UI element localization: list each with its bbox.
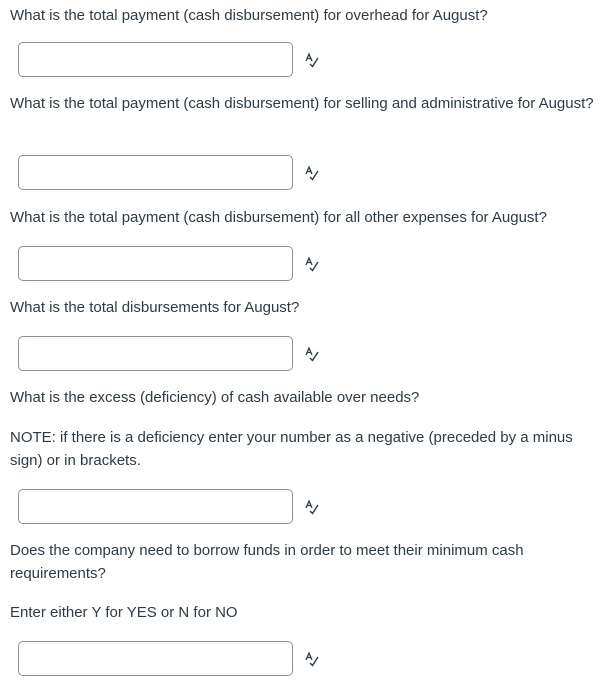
answer-row-1: [18, 42, 320, 77]
question-4-text: What is the total disbursements for August?: [10, 299, 300, 316]
spellcheck-icon[interactable]: [304, 651, 320, 667]
question-5-note: NOTE: if there is a deficiency enter your number as a negative (preceded by a minus sign) or in brackets.: [10, 429, 573, 469]
spellcheck-icon[interactable]: [304, 346, 320, 362]
answer-input-4[interactable]: [18, 336, 293, 371]
answer-row-6: [18, 641, 320, 676]
answer-input-6[interactable]: [18, 641, 293, 676]
answer-row-3: [18, 246, 320, 281]
question-5-text: What is the excess (deficiency) of cash available over needs?: [10, 389, 420, 406]
answer-input-2[interactable]: [18, 155, 293, 190]
answer-input-1[interactable]: [18, 42, 293, 77]
answer-input-3[interactable]: [18, 246, 293, 281]
spellcheck-icon[interactable]: [304, 499, 320, 515]
answer-row-4: [18, 336, 320, 371]
question-6-note: Enter either Y for YES or N for NO: [10, 604, 238, 621]
spellcheck-icon[interactable]: [304, 52, 320, 68]
question-3-text: What is the total payment (cash disbursement) for all other expenses for August?: [10, 209, 547, 226]
question-6-text: Does the company need to borrow funds in order to meet their minimum cash requirements?: [10, 542, 524, 582]
question-1-text: What is the total payment (cash disbursement) for overhead for August?: [10, 7, 488, 24]
answer-row-2: [18, 155, 320, 190]
answer-input-5[interactable]: [18, 489, 293, 524]
question-2-text: What is the total payment (cash disbursement) for selling and administrative for August?: [10, 95, 594, 112]
spellcheck-icon[interactable]: [304, 165, 320, 181]
answer-row-5: [18, 489, 320, 524]
spellcheck-icon[interactable]: [304, 256, 320, 272]
